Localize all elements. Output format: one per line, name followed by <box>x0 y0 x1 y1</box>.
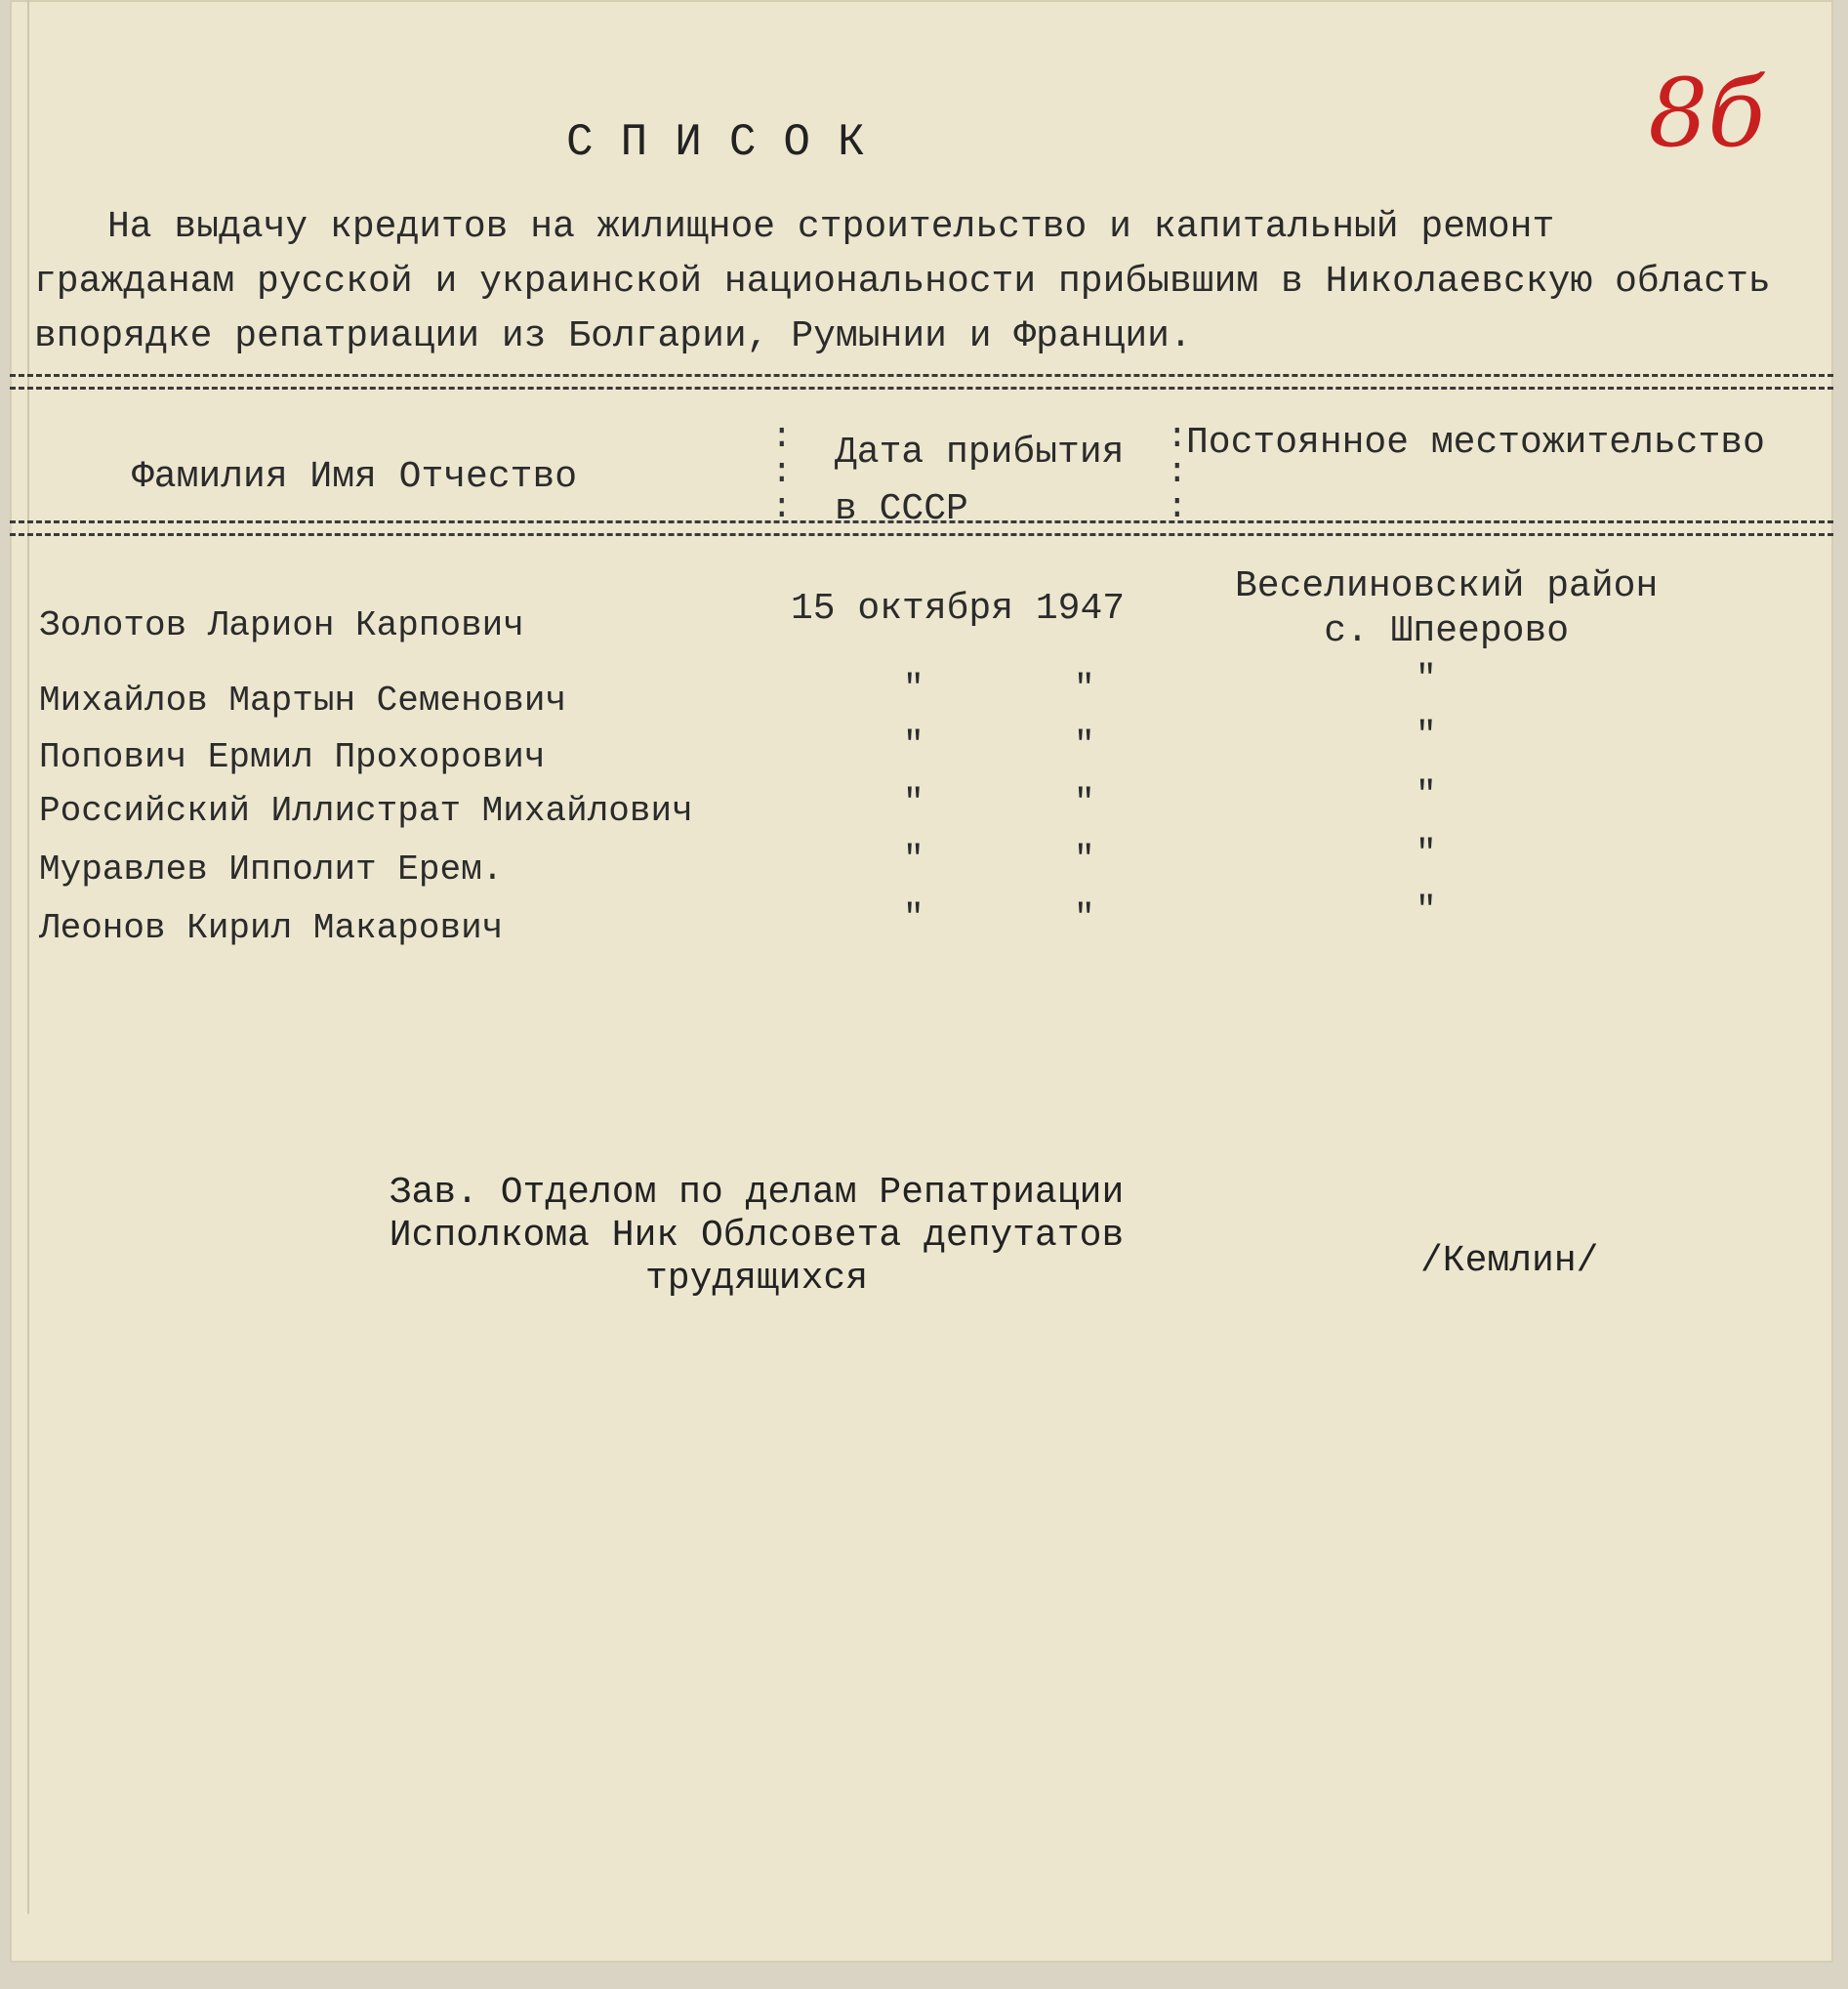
row-name: Михайлов Мартын Семенович <box>39 681 567 721</box>
row-name: Российский Иллистрат Михайлович <box>39 791 693 831</box>
ditto-mark: " <box>903 840 924 880</box>
ditto-mark: " <box>1074 669 1095 709</box>
ditto-mark: " <box>903 898 924 938</box>
row-date: 15 октября 1947 <box>791 588 1126 630</box>
column-separator: : : : <box>1167 417 1188 527</box>
row-name: Золотов Ларион Карпович <box>39 605 524 645</box>
table-top-rule <box>10 374 1833 390</box>
ditto-mark: " <box>903 669 924 709</box>
row-residence-line1: Веселиновский район <box>1235 565 1659 607</box>
row-residence <box>1235 564 1658 654</box>
row-name: Леонов Кирил Макарович <box>39 908 504 948</box>
row-name: Попович Ермил Прохорович <box>39 737 546 777</box>
intro-paragraph: На выдачу кредитов на жилищное строительство и капитальный ремонт гражданам русской и украинской национальности прибывшим в Николаевскую область впорядке репатриации из Болгарии, Румынии и Франции. <box>34 206 1771 357</box>
signature-line2: Исполкома Ник Облсовета депутатов <box>389 1215 1125 1257</box>
ditto-mark: " <box>1074 783 1095 823</box>
ditto-mark: " <box>903 783 924 823</box>
header-name: Фамилия Имя Отчество <box>132 456 578 498</box>
ditto-mark: " <box>1416 716 1437 756</box>
header-date-line2: в СССР <box>835 488 968 530</box>
row-residence-line2: с. Шпеерово <box>1324 610 1570 652</box>
ditto-mark: " <box>1074 840 1095 880</box>
ditto-mark: " <box>903 725 924 766</box>
table-header-rule <box>10 520 1833 536</box>
column-separator: : : : <box>771 417 793 527</box>
header-date-line1: Дата прибытия <box>835 432 1125 474</box>
ditto-mark: " <box>1416 775 1437 815</box>
document-title: СПИСОК <box>566 117 892 168</box>
signature-line3: трудящихся <box>644 1258 869 1300</box>
signature-line1: Зав. Отделом по делам Репатриации <box>389 1172 1125 1214</box>
ditto-mark: " <box>1074 898 1095 938</box>
page-number: 8б <box>1648 59 1765 168</box>
ditto-mark: " <box>1416 834 1437 874</box>
ditto-mark: " <box>1074 725 1095 766</box>
signature-block <box>288 1172 1225 1301</box>
ditto-mark: " <box>1416 891 1437 931</box>
document-page <box>10 0 1833 1963</box>
ditto-mark: " <box>1416 659 1437 699</box>
header-residence: Постоянное местожительство <box>1186 422 1765 464</box>
row-name: Муравлев Ипполит Ерем. <box>39 849 504 890</box>
margin-line <box>27 0 29 1914</box>
signatory-name: /Кемлин/ <box>1420 1240 1599 1282</box>
